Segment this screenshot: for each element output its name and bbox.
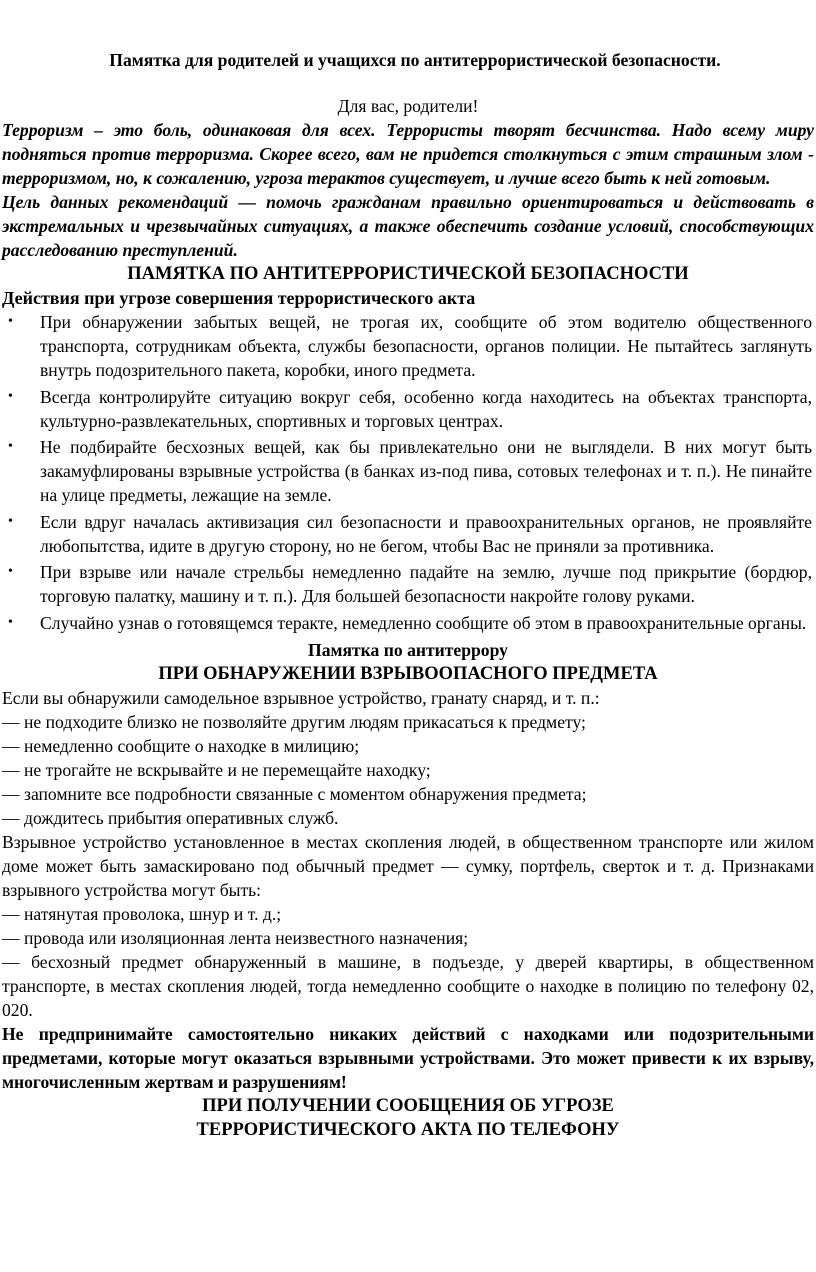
list-item-text: Не подбирайте бесхозных вещей, как бы привлекательно они не выглядели. В них могут быть закамуфлированы взрывные устройства (в банках из-под пива, сотовых телефонах и т. п.). Не пинайте на улице предметы, лежащие на земле. bbox=[40, 437, 812, 505]
greeting: Для вас, родители! bbox=[337, 96, 479, 116]
memo-heading: Памятка по антитеррору bbox=[308, 639, 508, 660]
intro-paragraph-2: Цель данных рекомендаций — помочь гражданам правильно ориентироваться и действовать в экстремальных и чрезвычайных ситуациях, а также обеспечить создание условий, способствующих расследованию преступлений. bbox=[2, 192, 814, 260]
bullet-icon: • bbox=[8, 614, 13, 630]
dash-item: — дождитесь прибытия оперативных служб. bbox=[2, 807, 339, 828]
list-item-text: Если вдруг началась активизация сил безопасности и правоохранительных органов, не проявляйте любопытства, идите в другую сторону, но не бегом, чтобы Вас не приняли за противника. bbox=[40, 511, 812, 556]
dash-item: — немедленно сообщите о находке в милицию; bbox=[2, 735, 360, 756]
dash-item: — не трогайте не вскрывайте и не перемещайте находку; bbox=[2, 759, 431, 780]
bullet-icon: • bbox=[8, 439, 13, 454]
bullet-icon: • bbox=[8, 513, 13, 529]
section-2-paragraph: Взрывное устройство установленное в местах скопления людей, в общественном транспорте или жилом доме может быть замаскировано под обычный предмет — сумку, портфель, сверток и т. д. Признаками взрывного устройства могут быть: bbox=[2, 831, 814, 900]
sign-item: — натянутая проволока, шнур и т. д.; bbox=[2, 903, 282, 924]
section-1-subheading: Действия при угрозе совершения террористического акта bbox=[2, 288, 476, 308]
section-2-heading: ПРИ ОБНАРУЖЕНИИ ВЗРЫВООПАСНОГО ПРЕДМЕТА bbox=[158, 663, 658, 684]
list-item bbox=[2, 385, 814, 433]
dash-item: — запомните все подробности связанные с моментом обнаружения предмета; bbox=[2, 783, 587, 804]
list-item-text: Всегда контролируйте ситуацию вокруг себя, особенно когда находитесь на объектах транспорта, культурно-развлекательных, спортивных и торговых центрах. bbox=[40, 386, 812, 431]
document-title: Памятка для родителей и учащихся по антитеррористической безопасности. bbox=[109, 50, 721, 70]
list-item bbox=[2, 310, 814, 382]
bullet-icon: • bbox=[8, 314, 13, 329]
sign-item: — бесхозный предмет обнаруженный в машине, в подъезде, у дверей квартиры, в общественном транспорте, в местах скопления людей, тогда немедленно сообщите о находке в полицию по телефону 02, 020. bbox=[2, 951, 814, 1020]
warning-paragraph: Не предпринимайте самостоятельно никаких действий с находками или подозрительными предметами, которые могут оказаться взрывными устройствами. Это может привести к их взрыву, многочисленным жертвам и разрушениям! bbox=[2, 1023, 814, 1092]
list-item-text: При взрыве или начале стрельбы немедленно падайте на землю, лучше под прикрытие (бордюр, торговую палатку, машину и т. п.). Для большей безопасности накройте голову руками. bbox=[40, 562, 812, 606]
list-item bbox=[2, 611, 814, 635]
dash-item: — не подходите близко не позволяйте другим людям прикасаться к предмету; bbox=[2, 711, 586, 732]
section-1-heading: ПАМЯТКА ПО АНТИТЕРРОРИСТИЧЕСКОЙ БЕЗОПАСНОСТИ bbox=[127, 264, 689, 284]
list-item bbox=[2, 435, 814, 507]
section-3-heading-line-2: ТЕРРОРИСТИЧЕСКОГО АКТА ПО ТЕЛЕФОНУ bbox=[196, 1119, 620, 1140]
intro-paragraph-1: Терроризм – это боль, одинаковая для всех. Террористы творят бесчинства. Надо всему миру подняться против терроризма. Скорее всего, вам не придется столкнуться с этим страшным злом - терроризмом, но, к сожалению, угроза терактов существует, и лучше всего быть к ней готовым. bbox=[2, 120, 814, 188]
section-2-intro: Если вы обнаружили самодельное взрывное устройство, гранату снаряд, и т. п.: bbox=[2, 687, 600, 708]
bullet-icon: • bbox=[8, 388, 13, 404]
list-item-text: При обнаружении забытых вещей, не трогая их, сообщите об этом водителю общественного транспорта, сотрудникам объекта, службы безопасности, органов полиции. Не пытайтесь заглянуть внутрь подозрительного пакета, коробки, иного предмета. bbox=[40, 312, 812, 380]
sign-item: — провода или изоляционная лента неизвестного назначения; bbox=[2, 927, 469, 948]
list-item bbox=[2, 510, 814, 558]
list-item-text: Случайно узнав о готовящемся теракте, немедленно сообщите об этом в правоохранительные органы. bbox=[40, 612, 807, 633]
section-3-heading-line-1: ПРИ ПОЛУЧЕНИИ СООБЩЕНИЯ ОБ УГРОЗЕ bbox=[202, 1095, 614, 1116]
list-item bbox=[2, 560, 814, 608]
bullet-icon: • bbox=[8, 564, 13, 579]
bullet-list bbox=[2, 310, 814, 635]
